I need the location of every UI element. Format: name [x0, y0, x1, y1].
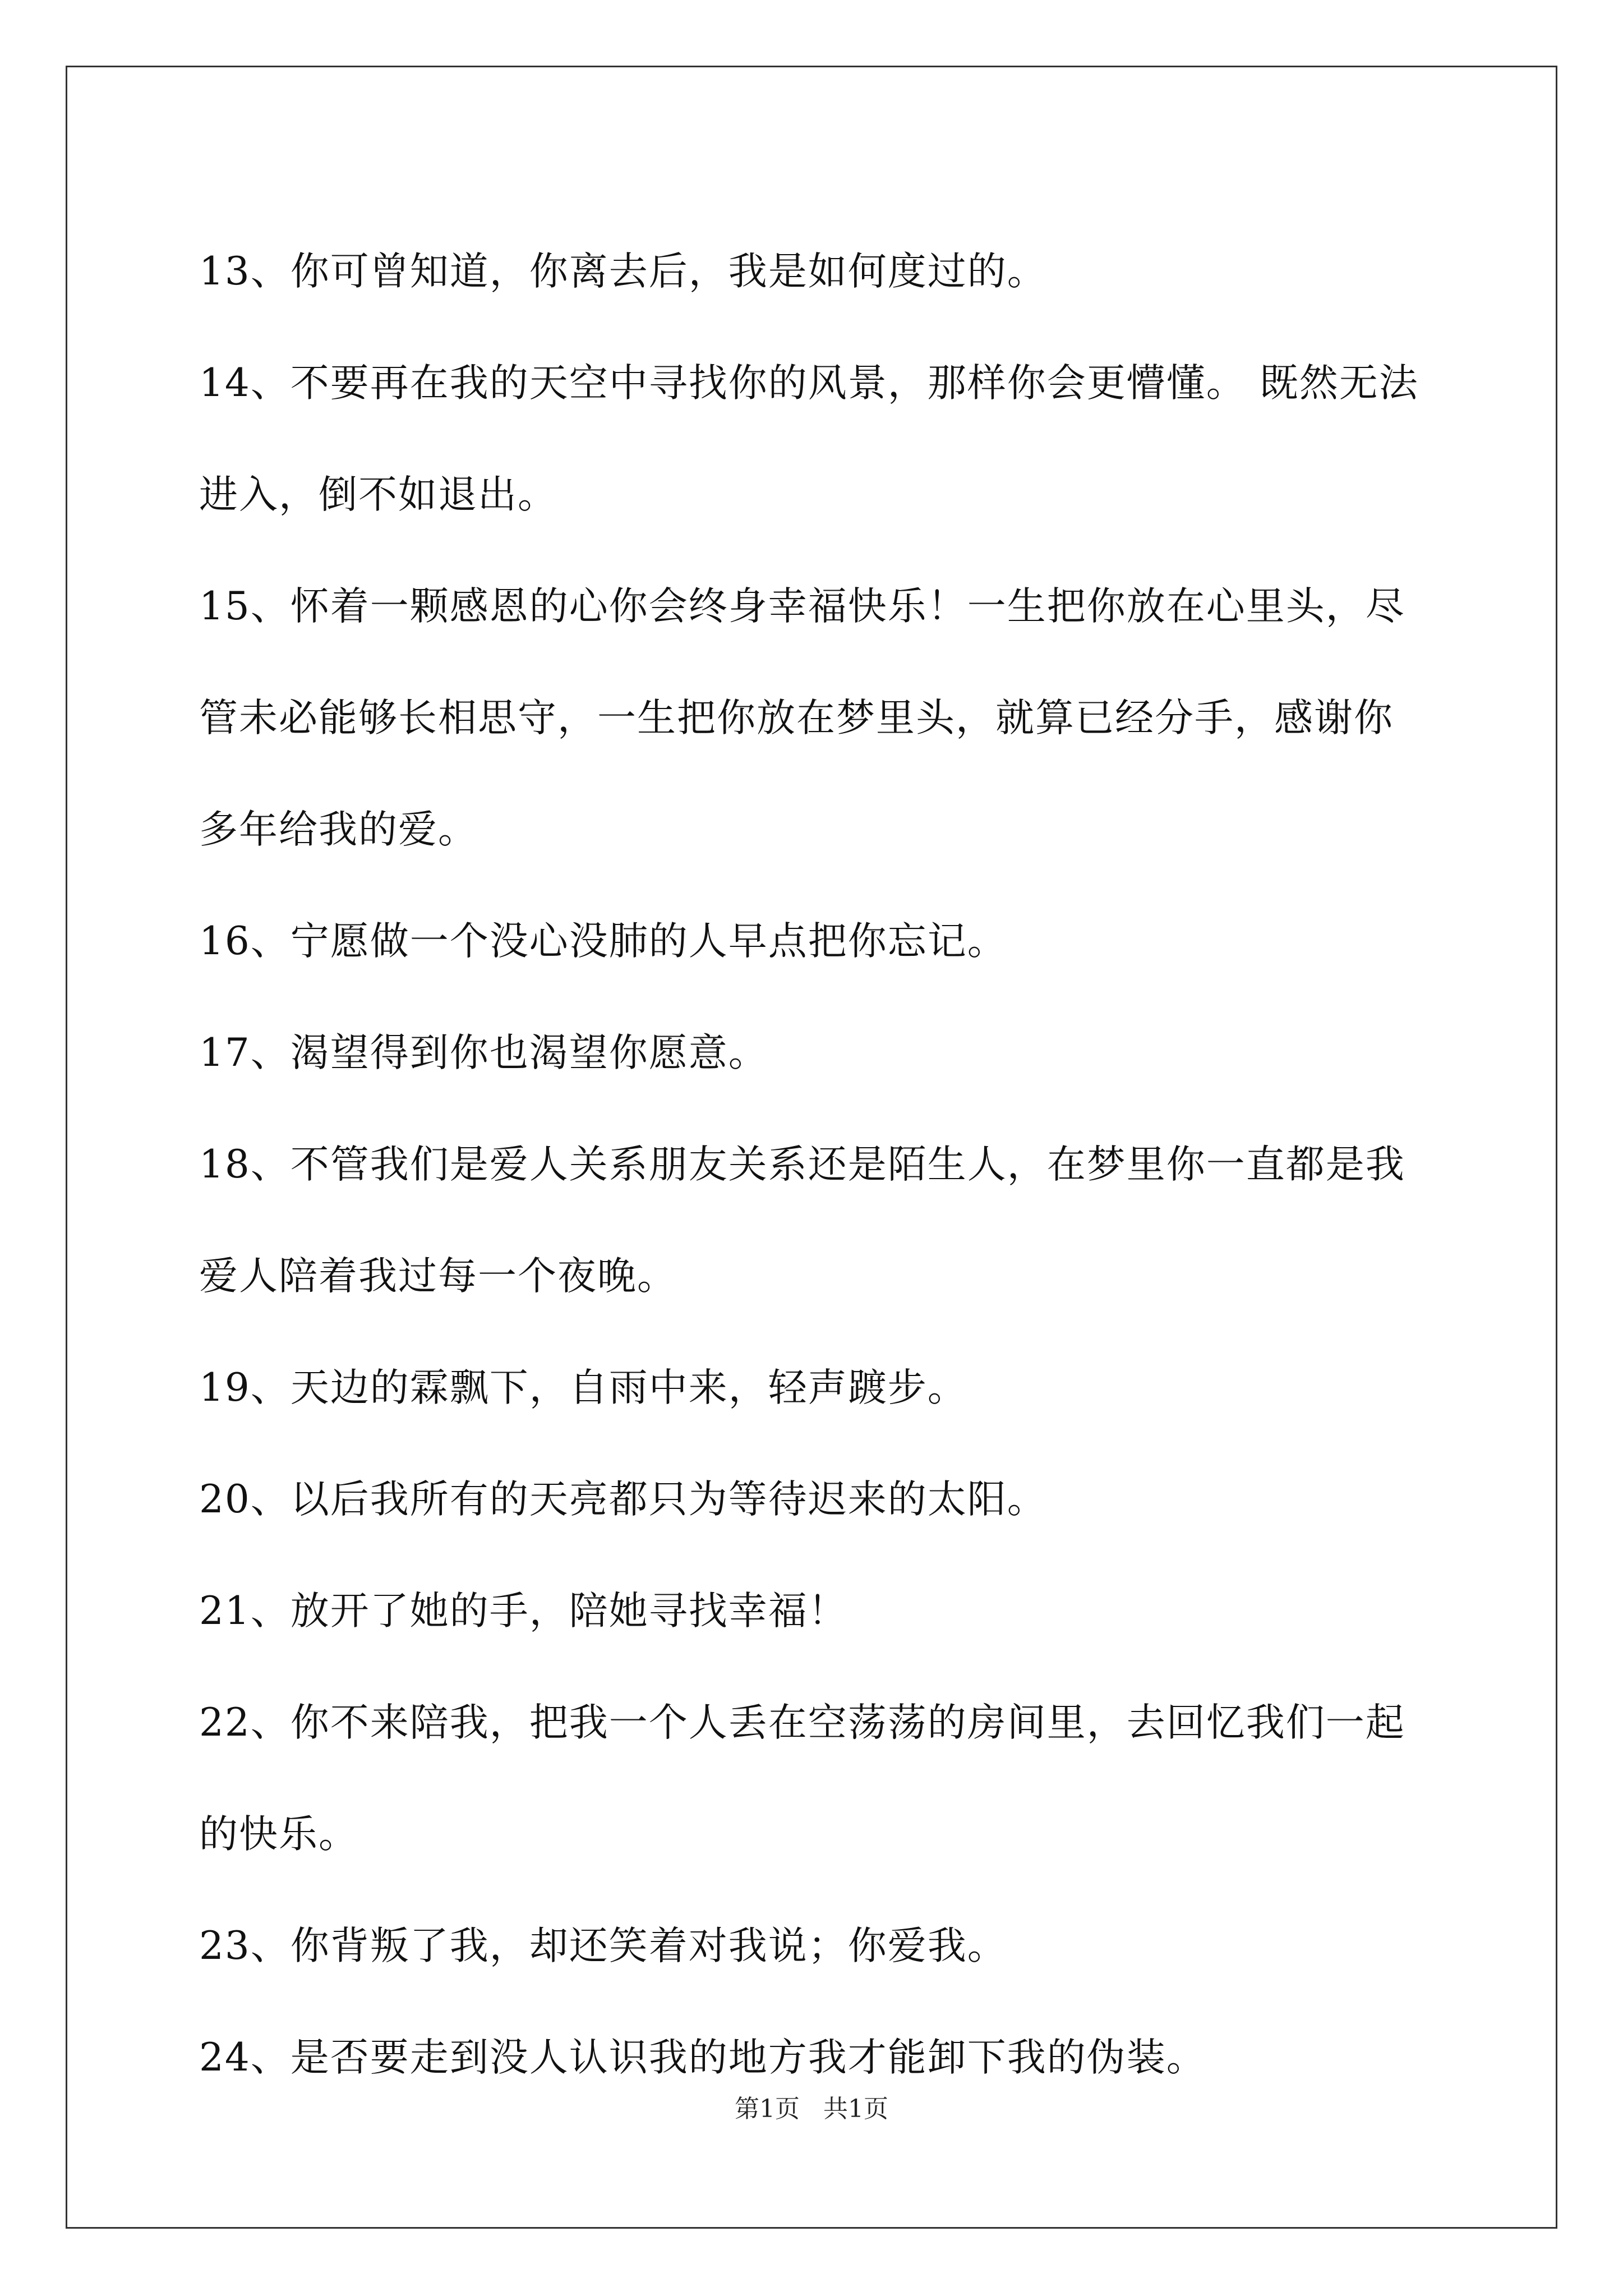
text-line: 20、以后我所有的天亮都只为等待迟来的太阳。: [199, 1477, 1047, 1522]
text-line: 13、你可曾知道，你离去后，我是如何度过的。: [199, 249, 1047, 294]
text-line: 进入，倒不如退出。: [199, 472, 557, 517]
document-body: [199, 216, 1436, 2114]
text-line: 15、怀着一颗感恩的心你会终身幸福快乐！一生把你放在心里头，尽: [199, 584, 1405, 629]
text-line: 18、不管我们是爱人关系朋友关系还是陌生人，在梦里你一直都是我: [199, 1142, 1405, 1187]
page-number-total: 共1页: [823, 2095, 888, 2123]
text-line: 16、宁愿做一个没心没肺的人早点把你忘记。: [199, 919, 1007, 964]
text-line: 24、是否要走到没人认识我的地方我才能卸下我的伪装。: [199, 2035, 1206, 2080]
text-line: 14、不要再在我的天空中寻找你的风景，那样你会更懵懂。 既然无法: [199, 361, 1419, 406]
text-line: 21、放开了她的手，陪她寻找幸福！: [199, 1589, 848, 1634]
text-line: 管未必能够长相思守，一生把你放在梦里头，就算已经分手，感谢你: [199, 696, 1394, 740]
page-footer: [0, 2092, 1623, 2126]
text-line: 22、你不来陪我，把我一个人丢在空荡荡的房间里，去回忆我们一起: [199, 1700, 1405, 1745]
page-number-current: 第1页: [735, 2095, 800, 2123]
text-line: 19、天边的霖飘下，自雨中来，轻声踱步。: [199, 1365, 967, 1410]
text-line: 爱人陪着我过每一个夜晚。: [199, 1254, 677, 1299]
text-line: 多年给我的爱。: [199, 807, 478, 852]
text-line: 的快乐。: [199, 1812, 358, 1857]
text-line: 17、渴望得到你也渴望你愿意。: [199, 1030, 768, 1075]
text-line: 23、你背叛了我，却还笑着对我说；你爱我。: [199, 1924, 1007, 1968]
